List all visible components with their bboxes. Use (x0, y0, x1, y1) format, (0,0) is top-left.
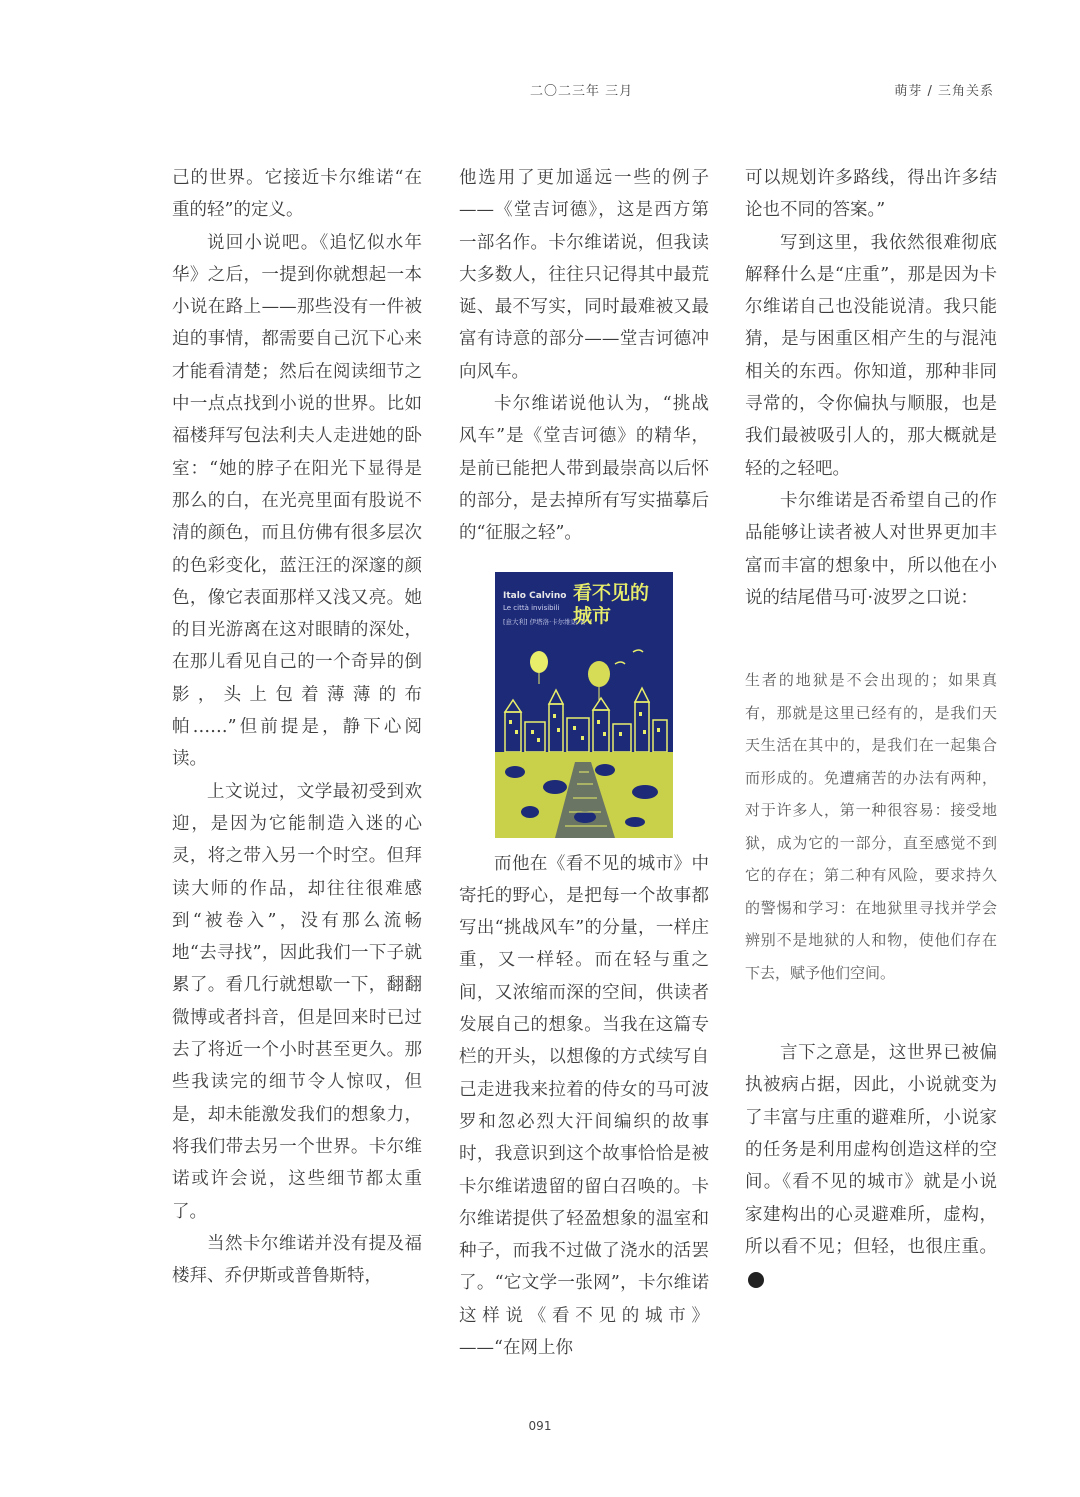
header-date: 二〇二三年 三月 (530, 84, 634, 99)
paragraph (745, 1037, 997, 1295)
paragraph: 而他在《看不见的城市》中寄托的野心，是把每一个故事都写出“挑战风车”的分量，一样庄重，又一样轻。而在轻与重之间，又浓缩而深的空间，供读者发展自己的想象。当我在这篇专栏的开头，以想像的方式续写自己走进我来拉着的侍女的马可波罗和忽必烈大汗间编织的故事时，我意识到这个故事恰恰是被卡尔维诺遗留的留白召唤的。卡尔维诺提供了轻盈想象的温室和种子，而我不过做了浇水的活罢了。“它文学一张网”，卡尔维诺这样说《看不见的城市》——“在网上你 (459, 853, 709, 1359)
paragraph: 卡尔维诺说他认为，“挑战风车”是《堂吉诃德》的精华，是前已能把人带到最崇高以后怀的部分，是去掉所有写实描摹后的“征服之轻”。 (459, 394, 709, 544)
cover-author-en: Italo Calvino (503, 590, 567, 601)
paragraph-text: 言下之意是，这世界已被偏执被病占据，因此，小说就变为了丰富与庄重的避难所，小说家的任务是利用虚构创造这样的空间。《看不见的城市》就是小说家建构出的心灵避难所，虚构，所以看不见；但轻，也很庄重。 (745, 1043, 997, 1257)
cover-subtitle: Le città invisibili (503, 603, 560, 612)
paragraph: 卡尔维诺是否希望自己的作品能够让读者被人对世界更加丰富而丰富的想象中，所以他在小说的结尾借马可·波罗之口说： (745, 490, 997, 608)
column-1 (172, 162, 422, 1292)
column-2 (459, 162, 709, 1364)
page-number: 091 (528, 1419, 552, 1433)
header-section: 萌芽 / 三角关系 (894, 84, 994, 99)
paragraph: 当然卡尔维诺并没有提及福楼拜、乔伊斯或普鲁斯特， (172, 1233, 422, 1287)
cover-author-cn: [意大利] 伊塔洛·卡尔维诺 著 (503, 617, 586, 626)
block-quote: 生者的地狱是不会出现的；如果真有，那就是这里已经有的，是我们天天生活在其中的，是我们在一起集合而形成的。免遭痛苦的办法有两种，对于许多人，第一种很容易：接受地狱，成为它的一部分，直至感觉不到它的存在；第二种有风险，要求持久的警惕和学习：在地狱里寻找并学会辨别不是地狱的人和物，使他们存在下去，赋予他们空间。 (745, 671, 997, 982)
paragraph: 己的世界。它接近卡尔维诺“在重的轻”的定义。 (172, 168, 422, 221)
column-3 (745, 162, 997, 1296)
paragraph: 上文说过，文学最初受到欢迎，是因为它能制造入迷的心灵，将之带入另一个时空。但拜读大师的作品，却往往很难感到“被卷入”，没有那么流畅地“去寻找”，因此我们一下子就累了。看几行就想歇一下，翻翻微博或者抖音，但是回来时已过去了将近一个小时甚至更久。那些我读完的细节令人惊叹，但是，却未能激发我们的想象力，将我们带去另一个世界。卡尔维诺或许会说，这些细节都太重了。 (172, 781, 422, 1222)
book-cover-image (495, 572, 673, 838)
paragraph: 可以规划许多路线，得出许多结论也不同的答案。” (745, 168, 997, 221)
end-mark-icon (748, 1272, 764, 1288)
paragraph: 他选用了更加遥远一些的例子——《堂吉诃德》，这是西方第一部名作。卡尔维诺说，但我读大多数人，往往只记得其中最荒诞、最不写实，同时最难被又最富有诗意的部分——堂吉诃德冲向风车。 (459, 168, 709, 382)
paragraph: 说回小说吧。《追忆似水年华》之后，一提到你就想起一本小说在路上——那些没有一件被迫的事情，都需要自己沉下心来才能看清楚；然后在阅读细节之中一点点找到小说的世界。比如福楼拜写包法利夫人走进她的卧室：“她的脖子在阳光下显得是那么的白，在光亮里面有股说不清的颜色，而且仿佛有很多层次的色彩变化，蓝汪汪的深邃的颜色，像它表面那样又浅又亮。她的目光游离在这对眼睛的深处，在那儿看见自己的一个奇异的倒影，头上包着薄薄的布帕……”但前提是，静下心阅读。 (172, 232, 422, 770)
cover-title: 看不见的城市 (573, 581, 650, 627)
paragraph: 写到这里，我依然很难彻底解释什么是“庄重”，那是因为卡尔维诺自己也没能说清。我只能猜，是与困重区相产生的与混沌相关的东西。你知道，那种非同寻常的，令你偏执与顺服，也是我们最被吸引人的，那大概就是轻的之轻吧。 (745, 232, 997, 479)
